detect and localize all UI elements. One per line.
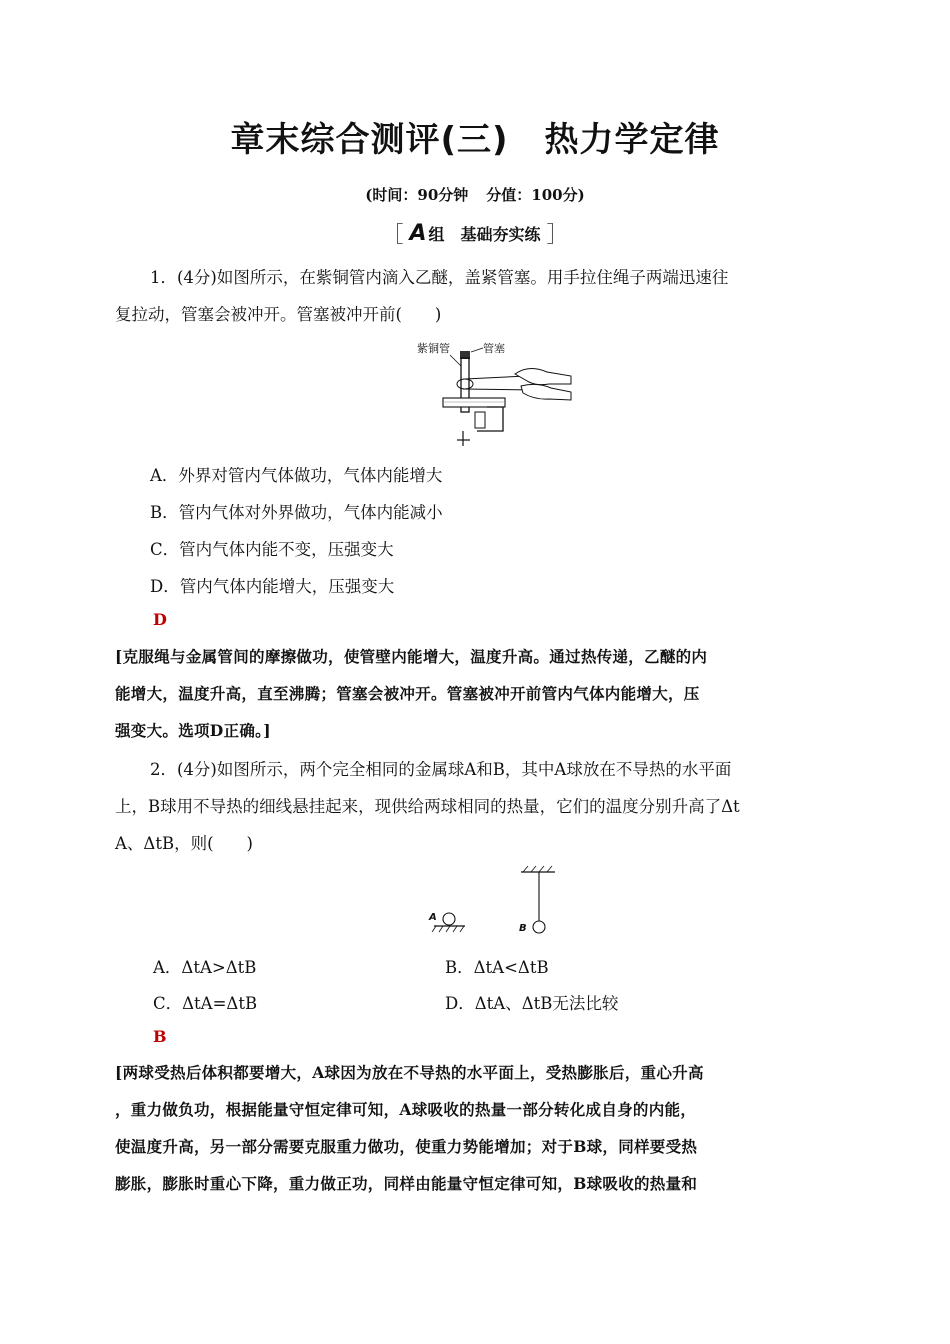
exam-meta: [0, 184, 950, 205]
label-tube-plug: 管塞: [483, 342, 505, 355]
q2-stem-line-1: 2．(4分)如图所示，两个完全相同的金属球A和B，其中A球放在不导热的水平面: [150, 760, 732, 779]
q1-option-b: B．管内气体对外界做功，气体内能减小: [150, 503, 443, 522]
q2-answer: B: [153, 1027, 167, 1046]
q1-answer: D: [153, 610, 167, 629]
group-letter: A: [409, 221, 427, 246]
q1-stem-line-2: 复拉动，管塞会被冲开。管塞被冲开前( ): [115, 305, 442, 324]
q2-option-b: B．ΔtA<ΔtB: [445, 958, 549, 977]
q2-option-c: C．ΔtA=ΔtB: [153, 994, 258, 1013]
group-zu: 组: [428, 225, 445, 244]
exam-time: (时间：90分钟: [365, 186, 469, 204]
q2-explanation-line-1: [两球受热后体积都要增大，A球因为放在不导热的水平面上，受热膨胀后，重心升高: [115, 1063, 704, 1082]
title-main: 章末综合测评(三): [230, 120, 509, 160]
q2-option-a: A．ΔtA>ΔtB: [153, 958, 257, 977]
q1-stem-line-1: 1．(4分)如图所示，在紫铜管内滴入乙醚，盖紧管塞。用手拉住绳子两端迅速往: [150, 268, 729, 287]
q1-option-c: C．管内气体内能不变，压强变大: [150, 540, 394, 559]
label-copper-tube: 紫铜管: [417, 342, 450, 355]
ball-a-label: A: [429, 912, 437, 923]
q2-option-d: D．ΔtA、ΔtB无法比较: [445, 994, 619, 1013]
q1-explanation-line-3: 强变大。选项D正确。]: [115, 721, 271, 740]
group-name: 基础夯实练: [460, 225, 541, 244]
copper-tube-figure: [415, 336, 577, 448]
group-bracket-open: ［: [381, 223, 404, 248]
q2-explanation-line-2: ，重力做负功，根据能量守恒定律可知，A球吸收的热量一部分转化成自身的内能，: [115, 1100, 697, 1119]
q2-explanation-line-3: 使温度升高，另一部分需要克服重力做功，使重力势能增加；对于B球，同样要受热: [115, 1137, 698, 1156]
q2-explanation-line-4: 膨胀，膨胀时重心下降，重力做正功，同样由能量守恒定律可知，B球吸收的热量和: [115, 1174, 698, 1193]
ball-b-label: B: [519, 923, 527, 934]
q1-option-d: D．管内气体内能增大，压强变大: [150, 577, 395, 596]
q1-explanation-line-1: [克服绳与金属管间的摩擦做功，使管壁内能增大，温度升高。通过热传递，乙醚的内: [115, 647, 708, 666]
exam-score: 分值：100分): [486, 186, 585, 204]
q2-stem-line-2: 上，B球用不导热的细线悬挂起来，现供给两球相同的热量，它们的温度分别升高了Δt: [115, 797, 740, 816]
q2-stem-line-3: A、ΔtB，则( ): [115, 834, 253, 853]
page-title: [0, 112, 950, 161]
group-bracket-close: ］: [546, 223, 569, 248]
q1-option-a: A．外界对管内气体做功，气体内能增大: [150, 466, 443, 485]
metal-balls-figure: [423, 864, 563, 940]
title-sub: 热力学定律: [544, 120, 720, 160]
q1-explanation-line-2: 能增大，温度升高，直至沸腾；管塞会被冲开。管塞被冲开前管内气体内能增大，压: [115, 684, 700, 703]
group-heading: [0, 218, 950, 249]
